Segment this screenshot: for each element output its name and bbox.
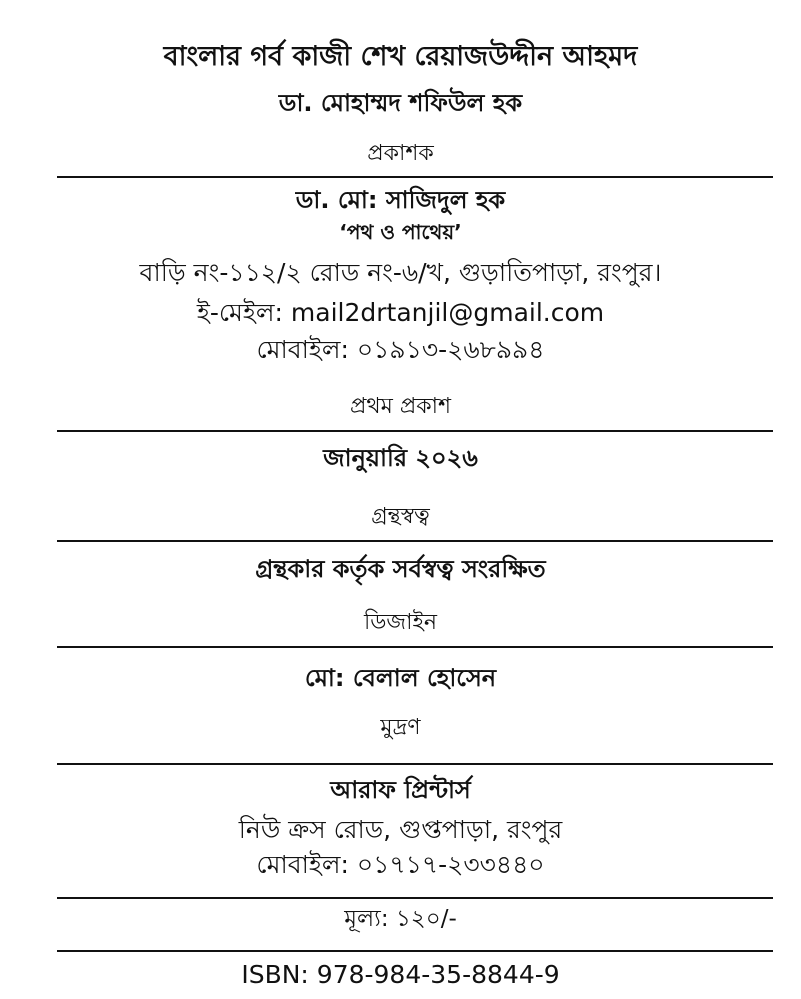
first-edition-heading: প্রথম প্রকাশ bbox=[349, 394, 452, 419]
printing-heading: মুদ্রণ bbox=[380, 715, 421, 740]
publisher-mobile: মোবাইল: ০১৯১৩-২৬৮৯৯৪ bbox=[256, 335, 545, 364]
publisher-address: বাড়ি নং-১১২/২ রোড নং-৬/খ, গুড়াতিপাড়া, রংপুর। bbox=[139, 258, 662, 287]
author-name: ডা. মোহাম্মদ শফিউল হক bbox=[278, 89, 523, 117]
publisher-organization: ‘পথ ও পাথেয়’ bbox=[339, 220, 462, 244]
divider bbox=[57, 646, 773, 648]
divider bbox=[57, 897, 773, 899]
publisher-email: ই-মেইল: mail2drtanjil@gmail.com bbox=[196, 298, 605, 327]
divider bbox=[57, 763, 773, 765]
copyright-heading: গ্রন্থস্বত্ব bbox=[371, 504, 430, 529]
designer-name: মো: বেলাল হোসেন bbox=[304, 664, 497, 692]
printer-mobile: মোবাইল: ০১৭১৭-২৩৩৪৪০ bbox=[256, 850, 545, 879]
divider bbox=[57, 950, 773, 952]
price: মূল্য: ১২০/- bbox=[344, 906, 457, 932]
publisher-heading: প্রকাশক bbox=[367, 141, 434, 166]
book-title: বাংলার গর্ব কাজী শেখ রেয়াজউদ্দীন আহমদ bbox=[163, 41, 638, 72]
printer-address: নিউ ক্রস রোড, গুপ্তপাড়া, রংপুর bbox=[238, 815, 563, 844]
design-heading: ডিজাইন bbox=[363, 610, 438, 635]
publisher-name: ডা. মো: সাজিদুল হক bbox=[295, 186, 506, 214]
printer-name: আরাফ প্রিন্টার্স bbox=[330, 776, 471, 804]
first-edition-date: জানুয়ারি ২০২৬ bbox=[323, 444, 478, 472]
divider bbox=[57, 176, 773, 178]
copyright-text: গ্রন্থকার কর্তৃক সর্বস্বত্ব সংরক্ষিত bbox=[255, 555, 546, 583]
isbn: ISBN: 978-984-35-8844-9 bbox=[241, 960, 560, 989]
divider bbox=[57, 540, 773, 542]
divider bbox=[57, 430, 773, 432]
